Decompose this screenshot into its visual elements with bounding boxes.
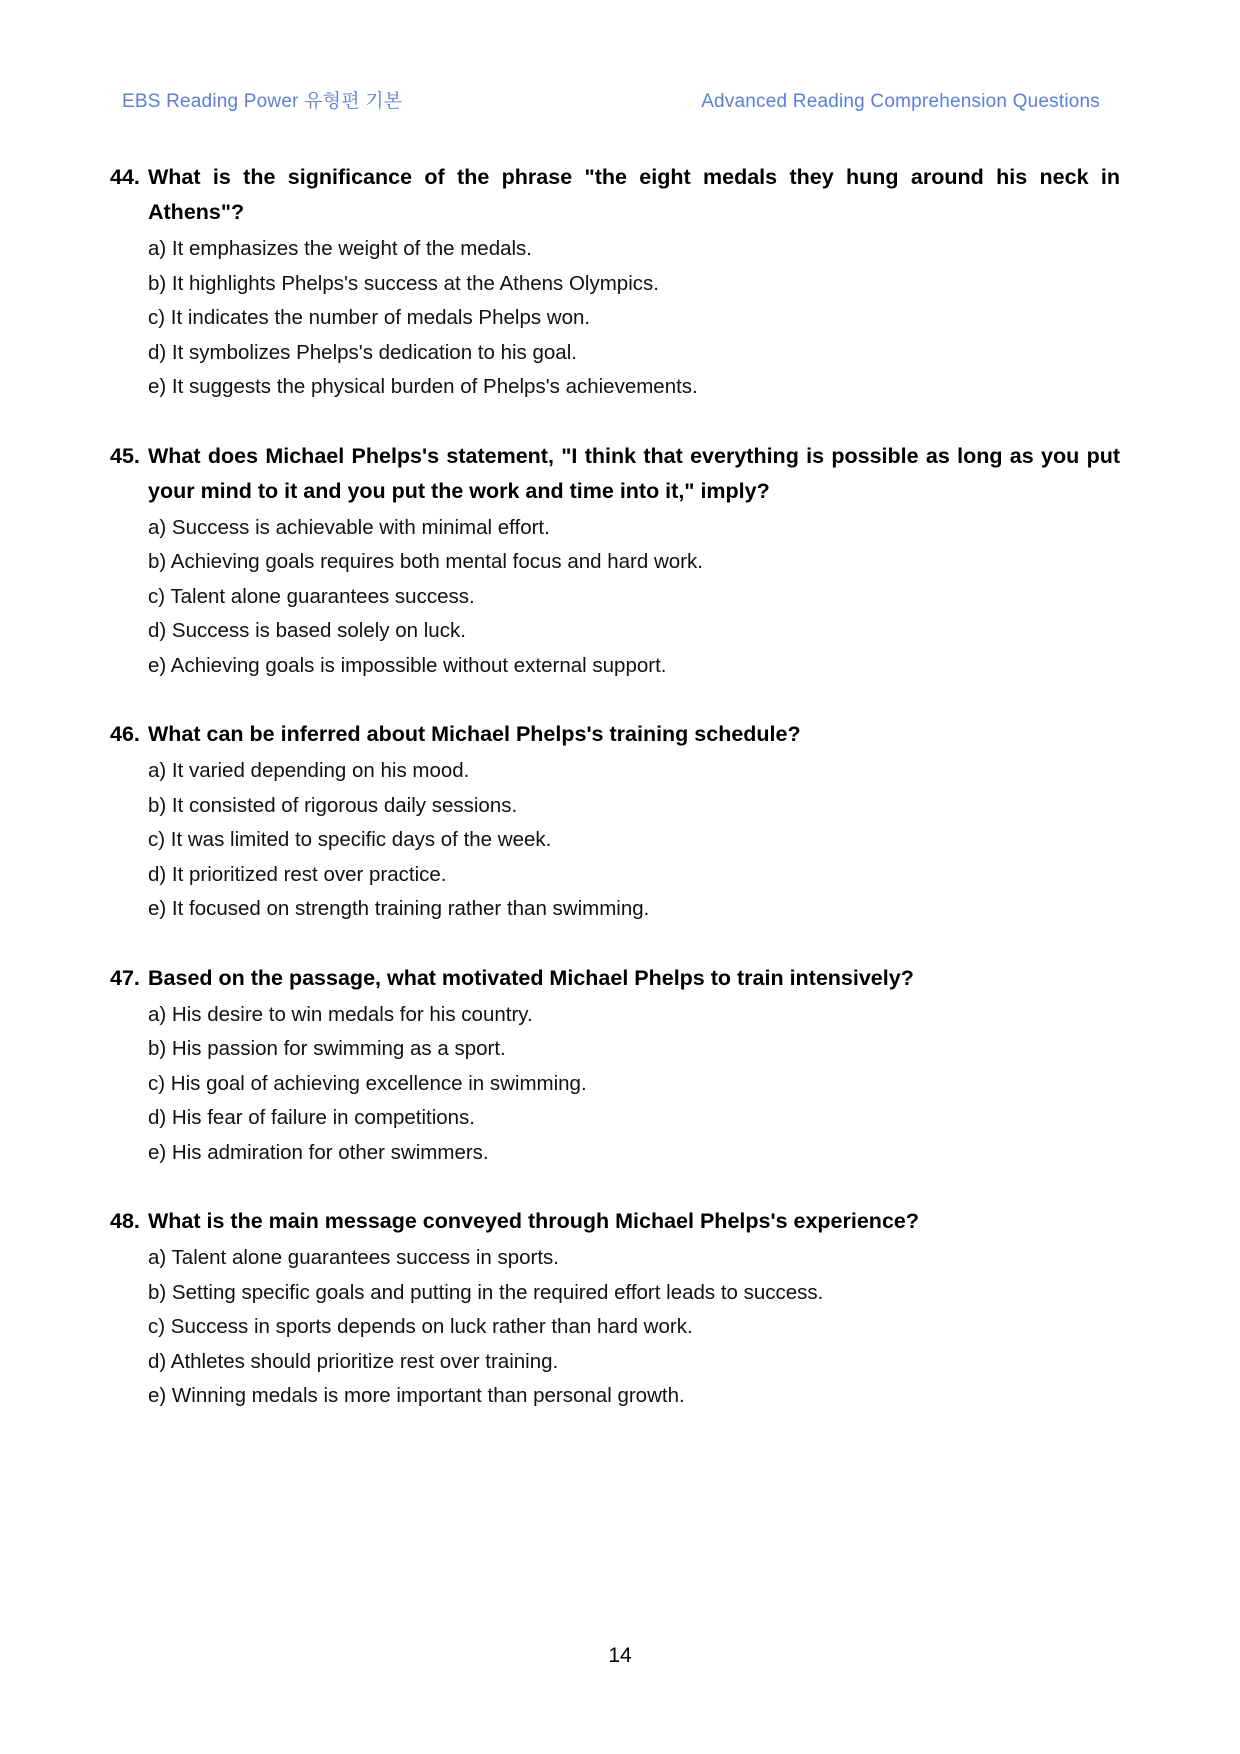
answer-option[interactable]: b) Achieving goals requires both mental focus and hard work.	[148, 550, 703, 573]
question-block	[110, 961, 1120, 1171]
question-number: 48.	[110, 1209, 140, 1233]
answer-option[interactable]: d) It prioritized rest over practice.	[148, 862, 447, 886]
header-right-title: Advanced Reading Comprehension Questions	[701, 91, 1100, 112]
answer-option[interactable]: a) It varied depending on his mood.	[148, 759, 470, 782]
answer-option[interactable]: c) It was limited to specific days of the week.	[148, 828, 552, 851]
questions-container	[110, 160, 1120, 1414]
option-list	[110, 1241, 1120, 1414]
question-block	[110, 717, 1120, 927]
answer-option[interactable]: a) Success is achievable with minimal effort.	[148, 515, 550, 539]
answer-option[interactable]: b) It consisted of rigorous daily sessions.	[148, 793, 518, 817]
answer-option[interactable]: b) His passion for swimming as a sport.	[148, 1037, 506, 1060]
question-number: 44.	[110, 165, 140, 189]
option-list	[110, 232, 1120, 405]
question-block	[110, 439, 1120, 684]
option-list	[110, 511, 1120, 684]
question-number: 47.	[110, 965, 140, 990]
question-number: 46.	[110, 722, 140, 746]
answer-option[interactable]: a) Talent alone guarantees success in sports.	[148, 1246, 560, 1269]
question-number: 45.	[110, 443, 140, 468]
option-list	[110, 754, 1120, 927]
answer-option[interactable]: e) His admiration for other swimmers.	[148, 1140, 489, 1164]
answer-option[interactable]: e) Winning medals is more important than personal growth.	[148, 1384, 685, 1407]
answer-option[interactable]: a) It emphasizes the weight of the medals.	[148, 237, 533, 260]
question-text: What does Michael Phelps's statement, "I think that everything is possible as long as you put your mind to it and you put the work and time into it," imply?	[148, 443, 1120, 503]
answer-option[interactable]: e) Achieving goals is impossible without external support.	[148, 653, 667, 677]
answer-option[interactable]: c) His goal of achieving excellence in swimming.	[148, 1071, 587, 1095]
answer-option[interactable]: d) It symbolizes Phelps's dedication to his goal.	[148, 340, 577, 364]
answer-option[interactable]: a) His desire to win medals for his country.	[148, 1002, 533, 1026]
answer-option[interactable]: d) Success is based solely on luck.	[148, 619, 466, 642]
question-text: What is the main message conveyed through Michael Phelps's experience?	[148, 1209, 919, 1233]
option-list	[110, 998, 1120, 1171]
question-line	[110, 961, 1120, 996]
answer-option[interactable]: d) His fear of failure in competitions.	[148, 1106, 475, 1129]
running-header	[122, 86, 1100, 113]
answer-option[interactable]: b) It highlights Phelps's success at the Athens Olympics.	[148, 271, 659, 295]
answer-option[interactable]: c) Success in sports depends on luck rather than hard work.	[148, 1315, 693, 1338]
page-number: 14	[608, 1644, 632, 1667]
answer-option[interactable]: c) It indicates the number of medals Phelps won.	[148, 306, 591, 329]
question-text: What can be inferred about Michael Phelps's training schedule?	[148, 722, 801, 746]
answer-option[interactable]: b) Setting specific goals and putting in the required effort leads to success.	[148, 1280, 824, 1304]
answer-option[interactable]: e) It suggests the physical burden of Phelps's achievements.	[148, 375, 698, 398]
answer-option[interactable]: d) Athletes should prioritize rest over training.	[148, 1349, 559, 1373]
question-line	[110, 1204, 1120, 1239]
question-block	[110, 1204, 1120, 1414]
answer-option[interactable]: c) Talent alone guarantees success.	[148, 584, 475, 608]
question-line	[110, 160, 1120, 230]
question-text: What is the significance of the phrase "the eight medals they hung around his neck in Athens"?	[148, 165, 1120, 224]
question-line	[110, 439, 1120, 509]
question-text: Based on the passage, what motivated Michael Phelps to train intensively?	[148, 965, 914, 990]
answer-option[interactable]: e) It focused on strength training rather than swimming.	[148, 897, 650, 920]
question-line	[110, 717, 1120, 752]
header-left-title: EBS Reading Power 유형편 기본	[122, 91, 403, 112]
question-block	[110, 160, 1120, 405]
